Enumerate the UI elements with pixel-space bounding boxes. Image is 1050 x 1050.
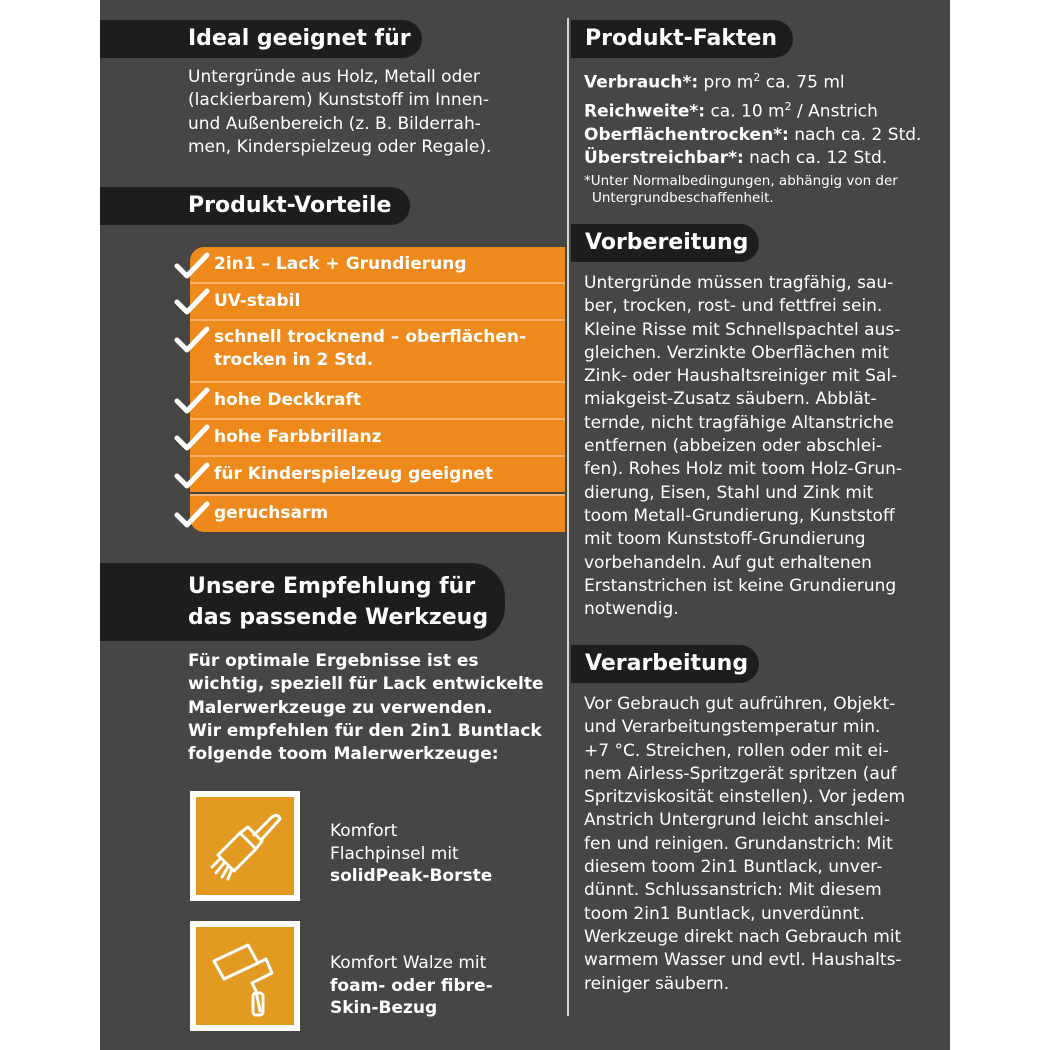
benefit-label: trocken in 2 Std. <box>214 350 374 370</box>
benefit-label: UV-stabil <box>214 291 301 311</box>
fact-row: Reichweite*: ca. 10 $m^2$ / Anstrich <box>584 99 878 122</box>
empfehlung-line: folgende toom Malerwerkzeuge: <box>188 744 499 765</box>
ideal-text <box>188 66 558 159</box>
section-header-ideal <box>100 20 422 58</box>
fact-label: Oberflächentrocken*: <box>584 124 789 145</box>
column-divider <box>567 18 569 1016</box>
paintbrush-icon <box>196 797 294 895</box>
section-header-vorbereitung <box>571 224 759 262</box>
benefit-label: geruchsarm <box>214 503 329 523</box>
tool-name: Skin-Bezug <box>330 998 438 1018</box>
verarbeitung-text: Vor Gebrauch gut aufrühren, Objekt- und Verarbeitungstemperatur min. +7 °C. Streichen, rollen oder mit ei- nem Airless-Spritzgerät spritzen (auf Spritzviskosität einstellen). Vor jedem Anstrich Untergrund leicht anschlei- fen und reinigen. Grundanstrich: Mit diesem toom 2in1 Buntlack, unver- dünnt. Schlussanstrich: Mit diesem toom 2in1 Buntlack, unverdünnt. Werkzeuge direkt nach Gebrauch mit warmem Wasser und evtl. Haushalts- reiniger säubern. <box>584 694 906 994</box>
benefit-label: 2in1 – Lack + Grundierung <box>214 254 467 274</box>
tool-name: Flachpinsel mit <box>330 843 459 864</box>
checkmark-icon <box>174 325 210 355</box>
benefit-label: für Kinderspielzeug geeignet <box>214 464 494 484</box>
benefit-item <box>190 383 565 418</box>
section-header-empfehlung <box>100 563 505 641</box>
ideal-line: und Außenbereich (z. B. Bilderrah- <box>188 113 481 134</box>
benefit-label: hohe Deckkraft <box>214 390 362 410</box>
benefit-item <box>190 247 565 282</box>
ideal-line: men, Kinderspielzeug oder Regale). <box>188 136 492 157</box>
vorbereitung-title: Vorbereitung <box>585 230 749 255</box>
empfehlung-line: Für optimale Ergebnisse ist es <box>188 651 479 671</box>
checkmark-icon <box>174 386 210 416</box>
benefit-label: schnell trocknend – oberflächen- <box>214 327 527 347</box>
benefit-label: hohe Farbbrillanz <box>214 427 382 447</box>
tool-name: solidPeak-Borste <box>330 866 493 886</box>
product-info-panel <box>100 0 950 1050</box>
empfehlung-line: Malerwerkzeuge zu verwenden. <box>188 697 493 718</box>
checkmark-icon <box>174 423 210 453</box>
empfehlung-line: wichtig, speziell für Lack entwickelte <box>188 674 544 695</box>
checkmark-icon <box>174 251 210 281</box>
fact-row: Überstreichbar*: nach ca. 12 Std. <box>584 148 888 169</box>
tool-name: foam- oder fibre- <box>330 975 493 996</box>
benefit-item <box>190 457 565 492</box>
vorbereitung-text: Untergründe müssen tragfähig, sau- ber, trocken, rost- und fettfrei sein. Kleine Risse mit Schnellspachtel aus- gleichen. Verzinkte Oberflächen mit Zink- oder Haushaltsreiniger mit Sal- miakgeist-Zusatz säubern. Abblät- ternde, nicht tragfähige Altanstriche entfernen (abbeizen oder abschlei- fen). Rohes Holz mit toom Holz-Grun- dierung, Eisen, Stahl und Zink mit toom Metall-Grundierung, Kunststoff mit toom Kunststoff-Grundierung vorbehandeln. Auf gut erhaltenen Erstanstrichen ist keine Grundierung notwendig. <box>584 273 903 620</box>
section-header-verarbeitung <box>571 645 759 683</box>
checkmark-icon <box>174 500 210 530</box>
tool-name: Komfort Walze mit <box>330 953 487 973</box>
product-facts <box>584 66 944 208</box>
fact-label: Reichweite*: <box>584 101 706 122</box>
verarbeitung-title: Verarbeitung <box>585 651 749 676</box>
fact-label: Verbrauch*: <box>584 72 699 93</box>
vorteile-title: Produkt-Vorteile <box>188 193 392 218</box>
empfehlung-title: das passende Werkzeug <box>188 605 489 630</box>
ideal-title: Ideal geeignet für <box>188 26 411 51</box>
empfehlung-line: Wir empfehlen für den 2in1 Buntlack <box>188 720 542 741</box>
benefit-item <box>190 496 565 532</box>
tool-name: Komfort <box>330 821 398 841</box>
ideal-line: (lackierbarem) Kunststoff im Innen- <box>188 90 490 111</box>
tool-roller-text <box>330 952 493 1020</box>
section-header-fakten <box>571 20 793 58</box>
paint-roller-icon <box>196 927 294 1025</box>
empfehlung-text <box>188 650 558 766</box>
paint-roller-tile <box>190 921 300 1031</box>
facts-note: *Unter Normalbedingungen, abhängig von der Untergrundbeschaffenheit. <box>584 172 898 206</box>
benefit-item <box>190 321 565 381</box>
section-header-vorteile <box>100 187 410 225</box>
fact-row: Oberflächentrocken*: nach ca. 2 Std. <box>584 124 922 145</box>
benefit-item <box>190 284 565 319</box>
fakten-title: Produkt-Fakten <box>585 26 778 51</box>
checkmark-icon <box>174 461 210 491</box>
ideal-line: Untergründe aus Holz, Metall oder <box>188 67 480 87</box>
benefit-item <box>190 420 565 455</box>
tool-brush-text <box>330 820 492 888</box>
fact-label: Überstreichbar*: <box>584 148 744 169</box>
checkmark-icon <box>174 287 210 317</box>
empfehlung-title: Unsere Empfehlung für <box>188 574 476 599</box>
paintbrush-tile <box>190 791 300 901</box>
fact-row: Verbrauch*: pro $m^2$ ca. 75 ml <box>584 71 845 93</box>
